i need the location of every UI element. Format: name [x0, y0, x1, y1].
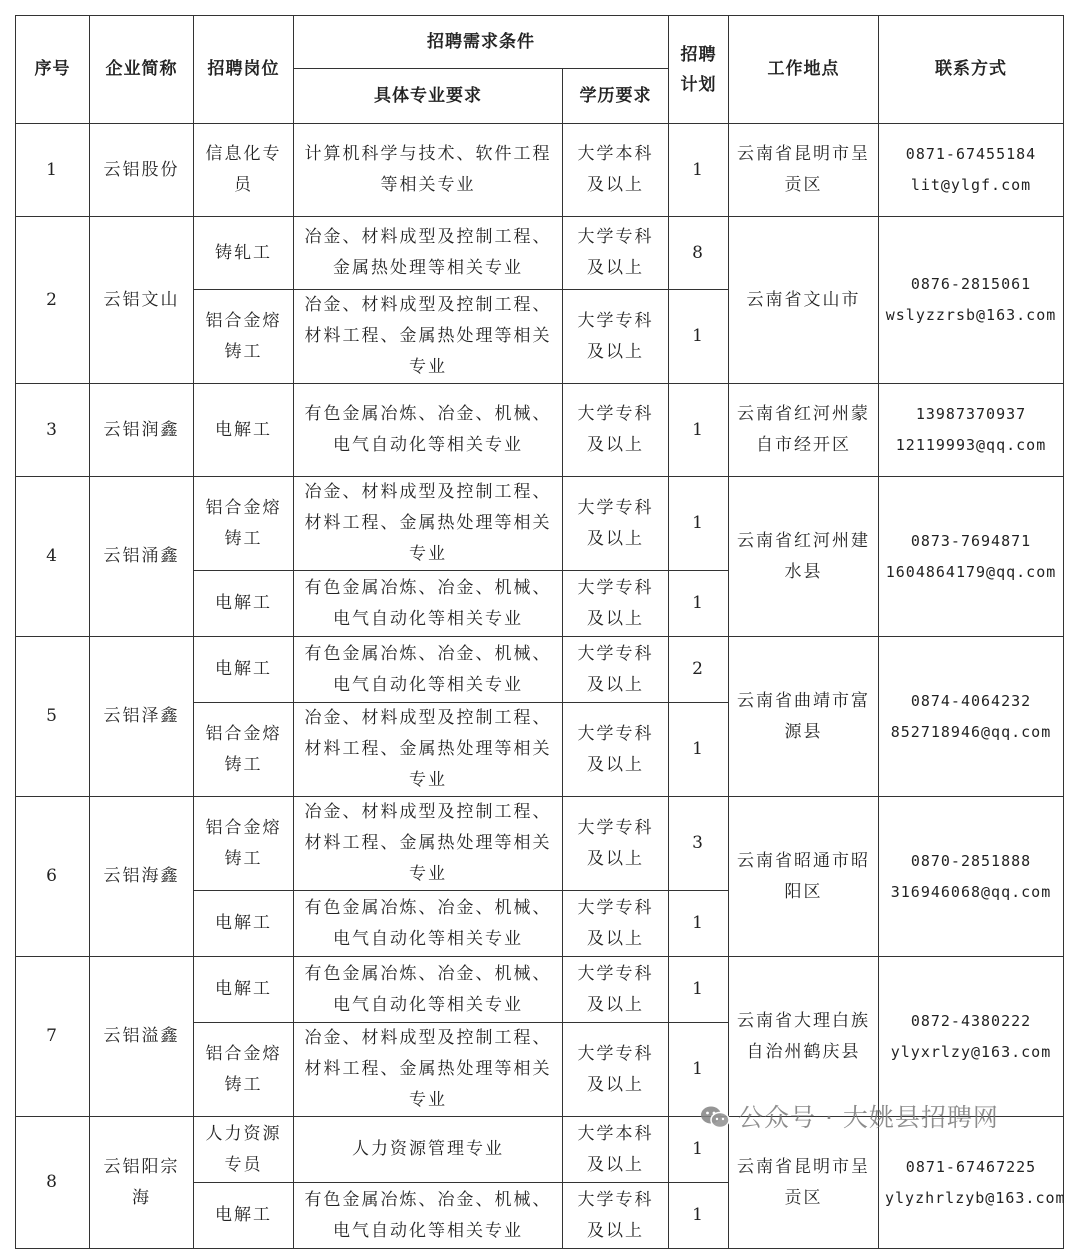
job-position: 电解工 [194, 1183, 294, 1249]
education-requirement: 大学专科及以上 [563, 571, 669, 637]
major-requirement: 有色金属冶炼、冶金、机械、电气自动化等相关专业 [294, 891, 563, 957]
row-number: 3 [16, 384, 90, 477]
education-requirement: 大学本科及以上 [563, 1117, 669, 1183]
row-number: 2 [16, 217, 90, 384]
table-row [16, 957, 1064, 1023]
row-number: 1 [16, 124, 90, 217]
hiring-plan: 1 [669, 124, 729, 217]
row-number: 5 [16, 637, 90, 797]
education-requirement: 大学专科及以上 [563, 703, 669, 797]
contact-phone: 0871-67467225 [905, 1157, 1037, 1176]
major-requirement: 有色金属冶炼、冶金、机械、电气自动化等相关专业 [294, 384, 563, 477]
contact-email: ylyxrlzy@163.com [890, 1042, 1052, 1061]
table-row [16, 477, 1064, 571]
education-requirement: 大学专科及以上 [563, 477, 669, 571]
contact-phone: 0871-67455184 [905, 145, 1037, 163]
education-requirement: 大学专科及以上 [563, 384, 669, 477]
row-number: 7 [16, 957, 90, 1117]
company-name: 云铝海鑫 [90, 797, 194, 957]
job-position: 铝合金熔铸工 [194, 797, 294, 891]
table-row [16, 637, 1064, 703]
job-position: 信息化专员 [194, 124, 294, 217]
header-major: 具体专业要求 [294, 69, 563, 124]
education-requirement: 大学专科及以上 [563, 217, 669, 290]
work-location: 云南省红河州建水县 [729, 477, 879, 637]
hiring-plan: 3 [669, 797, 729, 891]
contact-info [879, 797, 1064, 957]
table-row [16, 217, 1064, 290]
job-position: 铝合金熔铸工 [194, 703, 294, 797]
contact-phone: 0872-4380222 [910, 1011, 1032, 1030]
contact-info [879, 1117, 1064, 1249]
company-name: 云铝阳宗海 [90, 1117, 194, 1249]
work-location: 云南省红河州蒙自市经开区 [729, 384, 879, 477]
header-company: 企业简称 [90, 16, 194, 124]
wechat-icon [700, 1105, 730, 1129]
contact-phone: 0874-4064232 [910, 691, 1032, 710]
company-name: 云铝股份 [90, 124, 194, 217]
contact-phone: 0876-2815061 [910, 275, 1032, 293]
job-position: 电解工 [194, 637, 294, 703]
major-requirement: 计算机科学与技术、软件工程等相关专业 [294, 124, 563, 217]
row-number: 6 [16, 797, 90, 957]
table-row [16, 797, 1064, 891]
job-position: 铝合金熔铸工 [194, 290, 294, 384]
major-requirement: 冶金、材料成型及控制工程、材料工程、金属热处理等相关专业 [294, 797, 563, 891]
major-requirement: 有色金属冶炼、冶金、机械、电气自动化等相关专业 [294, 957, 563, 1023]
company-name: 云铝泽鑫 [90, 637, 194, 797]
education-requirement: 大学专科及以上 [563, 957, 669, 1023]
hiring-plan: 1 [669, 571, 729, 637]
job-position: 电解工 [194, 571, 294, 637]
education-requirement: 大学本科及以上 [563, 124, 669, 217]
major-requirement: 冶金、材料成型及控制工程、材料工程、金属热处理等相关专业 [294, 1023, 563, 1117]
job-position: 电解工 [194, 957, 294, 1023]
job-position: 电解工 [194, 384, 294, 477]
job-position: 铸轧工 [194, 217, 294, 290]
hiring-plan: 1 [669, 477, 729, 571]
major-requirement: 冶金、材料成型及控制工程、材料工程、金属热处理等相关专业 [294, 477, 563, 571]
hiring-plan: 1 [669, 703, 729, 797]
header-education: 学历要求 [563, 69, 669, 124]
contact-phone: 0873-7694871 [910, 531, 1032, 550]
work-location: 云南省昆明市呈贡区 [729, 1117, 879, 1249]
major-requirement: 有色金属冶炼、冶金、机械、电气自动化等相关专业 [294, 1183, 563, 1249]
hiring-plan: 1 [669, 1117, 729, 1183]
job-position: 铝合金熔铸工 [194, 477, 294, 571]
education-requirement: 大学专科及以上 [563, 1183, 669, 1249]
contact-email: wslyzzrsb@163.com [885, 306, 1057, 324]
education-requirement: 大学专科及以上 [563, 290, 669, 384]
major-requirement: 冶金、材料成型及控制工程、金属热处理等相关专业 [294, 217, 563, 290]
major-requirement: 有色金属冶炼、冶金、机械、电气自动化等相关专业 [294, 637, 563, 703]
header-conditions: 招聘需求条件 [294, 16, 669, 69]
table-row [16, 384, 1064, 477]
work-location: 云南省大理白族自治州鹤庆县 [729, 957, 879, 1117]
contact-email: 12119993@qq.com [895, 436, 1047, 454]
table-row [16, 124, 1064, 217]
hiring-plan: 1 [669, 1183, 729, 1249]
row-number: 8 [16, 1117, 90, 1249]
work-location: 云南省曲靖市富源县 [729, 637, 879, 797]
education-requirement: 大学专科及以上 [563, 637, 669, 703]
header-location: 工作地点 [729, 16, 879, 124]
work-location: 云南省文山市 [729, 217, 879, 384]
major-requirement: 冶金、材料成型及控制工程、材料工程、金属热处理等相关专业 [294, 290, 563, 384]
major-requirement: 冶金、材料成型及控制工程、材料工程、金属热处理等相关专业 [294, 703, 563, 797]
row-number: 4 [16, 477, 90, 637]
table-body [16, 124, 1064, 1249]
contact-email: lit@ylgf.com [910, 176, 1032, 194]
education-requirement: 大学专科及以上 [563, 1023, 669, 1117]
hiring-plan: 1 [669, 290, 729, 384]
header-plan: 招聘计划 [669, 16, 729, 124]
education-requirement: 大学专科及以上 [563, 797, 669, 891]
header-position: 招聘岗位 [194, 16, 294, 124]
company-name: 云铝溢鑫 [90, 957, 194, 1117]
job-position: 电解工 [194, 891, 294, 957]
watermark: 公众号 · 大姚县招聘网 [700, 1098, 999, 1134]
contact-info [879, 957, 1064, 1117]
contact-email: 852718946@qq.com [890, 722, 1052, 741]
header-no: 序号 [16, 16, 90, 124]
contact-email: ylyzhrlzyb@163.com [885, 1188, 1066, 1207]
job-position: 铝合金熔铸工 [194, 1023, 294, 1117]
work-location: 云南省昭通市昭阳区 [729, 797, 879, 957]
contact-info [879, 217, 1064, 384]
hiring-plan: 8 [669, 217, 729, 290]
hiring-plan: 1 [669, 957, 729, 1023]
contact-info [879, 637, 1064, 797]
contact-info [879, 384, 1064, 477]
hiring-plan: 1 [669, 891, 729, 957]
major-requirement: 有色金属冶炼、冶金、机械、电气自动化等相关专业 [294, 571, 563, 637]
job-position: 人力资源专员 [194, 1117, 294, 1183]
hiring-plan: 2 [669, 637, 729, 703]
contact-phone: 0870-2851888 [910, 851, 1032, 870]
contact-info [879, 477, 1064, 637]
company-name: 云铝涌鑫 [90, 477, 194, 637]
major-requirement: 人力资源管理专业 [294, 1117, 563, 1183]
contact-email: 316946068@qq.com [890, 882, 1052, 901]
company-name: 云铝文山 [90, 217, 194, 384]
contact-info [879, 124, 1064, 217]
hiring-plan: 1 [669, 384, 729, 477]
work-location: 云南省昆明市呈贡区 [729, 124, 879, 217]
company-name: 云铝润鑫 [90, 384, 194, 477]
contact-phone: 13987370937 [915, 405, 1027, 423]
recruitment-table [15, 15, 1064, 1249]
header-contact: 联系方式 [879, 16, 1064, 124]
hiring-plan: 1 [669, 1023, 729, 1117]
contact-email: 1604864179@qq.com [885, 562, 1057, 581]
education-requirement: 大学专科及以上 [563, 891, 669, 957]
